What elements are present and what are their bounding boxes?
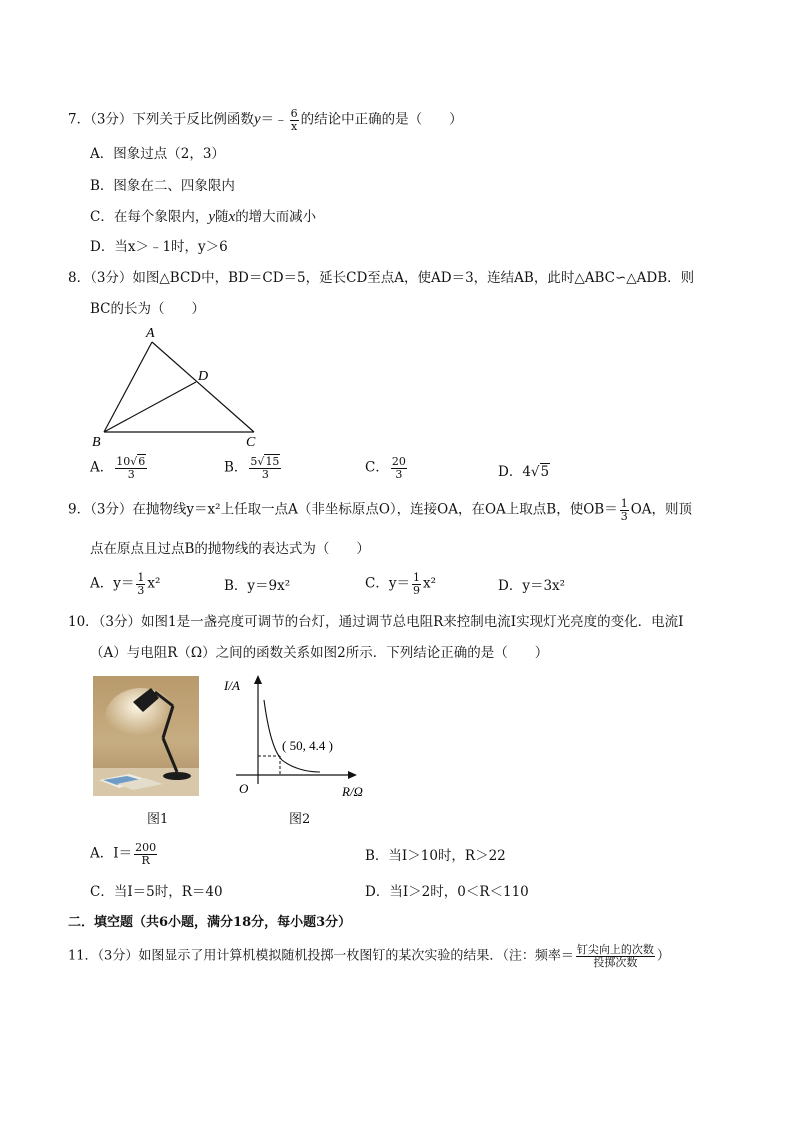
q8-opt-a-label: A． — [90, 459, 114, 476]
q8-opt-a-coef: 10 — [116, 455, 131, 468]
q9-opt-c-fraction — [412, 572, 421, 596]
q9-stem-line1 — [68, 498, 692, 522]
q10-opt-a-pre: A．I＝ — [90, 845, 133, 862]
q7-opt-c-y: y — [208, 209, 216, 225]
q9-stem-line2: 点在原点且过点B的抛物线的表达式为（ ） — [90, 541, 370, 557]
q8-opt-d-rad: 5 — [540, 464, 550, 480]
q9-stem-pre: 9．（3分）在抛物线y＝x²上任取一点A（非坐标原点O），连接OA，在OA上取点B，使OB＝ — [68, 501, 618, 518]
q9-opt-a-num: 1 — [137, 571, 145, 584]
q7-opt-c-post: 的增大而减小 — [235, 209, 317, 225]
q9-opt-a-den: 3 — [137, 583, 145, 597]
section-2-title: 二．填空题（共6小题，满分18分，每小题3分） — [68, 915, 352, 930]
desk-lamp-photo — [93, 676, 199, 796]
q11-frac-num: 钉尖向上的次数 — [576, 943, 654, 956]
current-resistance-graph — [222, 672, 372, 802]
q9-opt-c-den: 9 — [412, 583, 420, 597]
q7-frac-num: 6 — [290, 107, 298, 120]
q8-opt-a-den: 3 — [127, 467, 135, 481]
q8-opt-b-rad: 15 — [265, 455, 280, 468]
q10-option-c: C．当I＝5时，R＝40 — [90, 884, 223, 900]
q8-opt-b-den: 3 — [261, 467, 269, 481]
q8-opt-c-den: 3 — [395, 467, 403, 481]
fig-label-C: C — [246, 435, 256, 450]
q10-option-d: D．当I＞2时，0＜R＜110 — [365, 884, 529, 900]
q8-opt-d-val: 4 — [522, 464, 531, 480]
figure1-caption: 图1 — [147, 812, 169, 827]
q8-option-a — [90, 456, 149, 480]
q8-option-b — [224, 456, 283, 480]
q8-opt-b-label: B． — [224, 459, 248, 476]
q7-eq-sign: ＝﹣ — [260, 111, 288, 128]
q9-option-b: B．y＝9x² — [224, 578, 291, 594]
q7-stem-text: 7．（3分）下列关于反比例函数 — [68, 111, 254, 128]
q7-option-b: B．图象在二、四象限内 — [90, 178, 235, 194]
q9-stem-post: OA，则顶 — [630, 501, 693, 518]
q9-opt-a-post: x² — [147, 575, 161, 592]
q8-option-c — [365, 456, 409, 480]
q8-opt-c-label: C． — [365, 459, 389, 476]
q9-option-c — [365, 572, 436, 596]
fig-label-A: A — [146, 326, 155, 341]
q9-opt-c-post: x² — [422, 575, 436, 592]
q7-frac-den: x — [291, 119, 298, 133]
q9-opt-c-num: 1 — [412, 571, 420, 584]
q7-stem — [68, 108, 463, 132]
q9-option-a — [90, 572, 160, 596]
q8-option-d: D．4√5 — [498, 464, 550, 480]
q8-opt-b-coef: 5 — [250, 455, 258, 468]
q8-stem-line2: BC的长为（ ） — [90, 301, 206, 317]
q10-opt-a-fraction — [134, 842, 157, 866]
q7-option-a: A．图象过点（2，3） — [90, 146, 225, 162]
q11-stem-text: 11．（3分）如图显示了用计算机模拟随机投掷一枚图钉的某次实验的结果．（注：频率＝ — [68, 948, 574, 964]
q7-stem-end: 的结论中正确的是（ ） — [300, 111, 463, 128]
q8-opt-d-label: D． — [498, 464, 523, 480]
q9-fraction — [620, 498, 629, 522]
q9-frac-den: 3 — [620, 509, 628, 523]
q7-opt-c-pre: C．在每个象限内， — [90, 209, 209, 225]
q7-option-c — [90, 208, 316, 226]
q8-opt-b-num: 5√15 — [250, 455, 280, 468]
q7-opt-d-pre: D．当 — [90, 239, 128, 255]
q8-opt-a-fraction — [115, 456, 147, 480]
q8-stem-line1: 8．（3分）如图△BCD中，BD＝CD＝5，延长CD至点A，使AD＝3，连结AB，此时△ABC∽△ADB．则 — [68, 270, 695, 286]
q8-triangle-figure — [86, 322, 276, 452]
q7-opt-c-mid: 随 — [215, 209, 229, 225]
q9-opt-c-pre: C．y＝ — [365, 575, 410, 592]
q10-option-b: B．当I＞10时，R＞22 — [365, 848, 506, 864]
graph-point-label: ( 50, 4.4 ) — [282, 738, 333, 753]
q11-stem-end: ） — [656, 948, 670, 964]
q8-opt-a-num: 10√6 — [116, 455, 146, 468]
q7-fraction — [290, 108, 299, 132]
q10-stem-line2: （A）与电阻R（Ω）之间的函数关系如图2所示．下列结论正确的是（ ） — [90, 645, 549, 661]
q7-opt-d-cond1: x＞﹣1时， — [127, 239, 199, 255]
q10-stem-line1: 10．（3分）如图1是一盏亮度可调节的台灯，通过调节总电阻R来控制电流I实现灯光亮度的变化．电流I — [68, 614, 684, 630]
graph-y-axis-label: I/A — [224, 678, 240, 693]
q10-opt-a-den: R — [141, 853, 150, 867]
q9-frac-num: 1 — [620, 497, 628, 510]
q11-frac-den: 投掷次数 — [593, 955, 638, 969]
graph-origin-label: O — [239, 781, 249, 796]
q8-opt-a-rad: 6 — [138, 455, 146, 468]
q8-opt-c-num: 20 — [391, 455, 406, 468]
q7-opt-c-x: x — [228, 209, 236, 225]
q9-option-d: D．y＝3x² — [498, 578, 566, 594]
q10-option-a — [90, 842, 159, 866]
q7-opt-d-cond2: y＞6 — [198, 239, 228, 255]
q9-opt-a-fraction — [136, 572, 145, 596]
figure2-caption: 图2 — [289, 812, 311, 827]
graph-x-axis-label: R/Ω — [342, 784, 363, 799]
q8-opt-c-fraction — [391, 456, 407, 480]
fig-label-B: B — [92, 435, 101, 450]
q11-stem — [68, 944, 670, 968]
q11-frequency-fraction — [576, 944, 655, 968]
fig-label-D: D — [198, 369, 209, 384]
q8-opt-b-fraction — [249, 456, 281, 480]
q7-eq-var: y — [253, 111, 261, 128]
q9-opt-a-pre: A．y＝ — [90, 575, 135, 592]
q10-opt-a-num: 200 — [135, 841, 157, 854]
q7-option-d — [90, 239, 228, 255]
